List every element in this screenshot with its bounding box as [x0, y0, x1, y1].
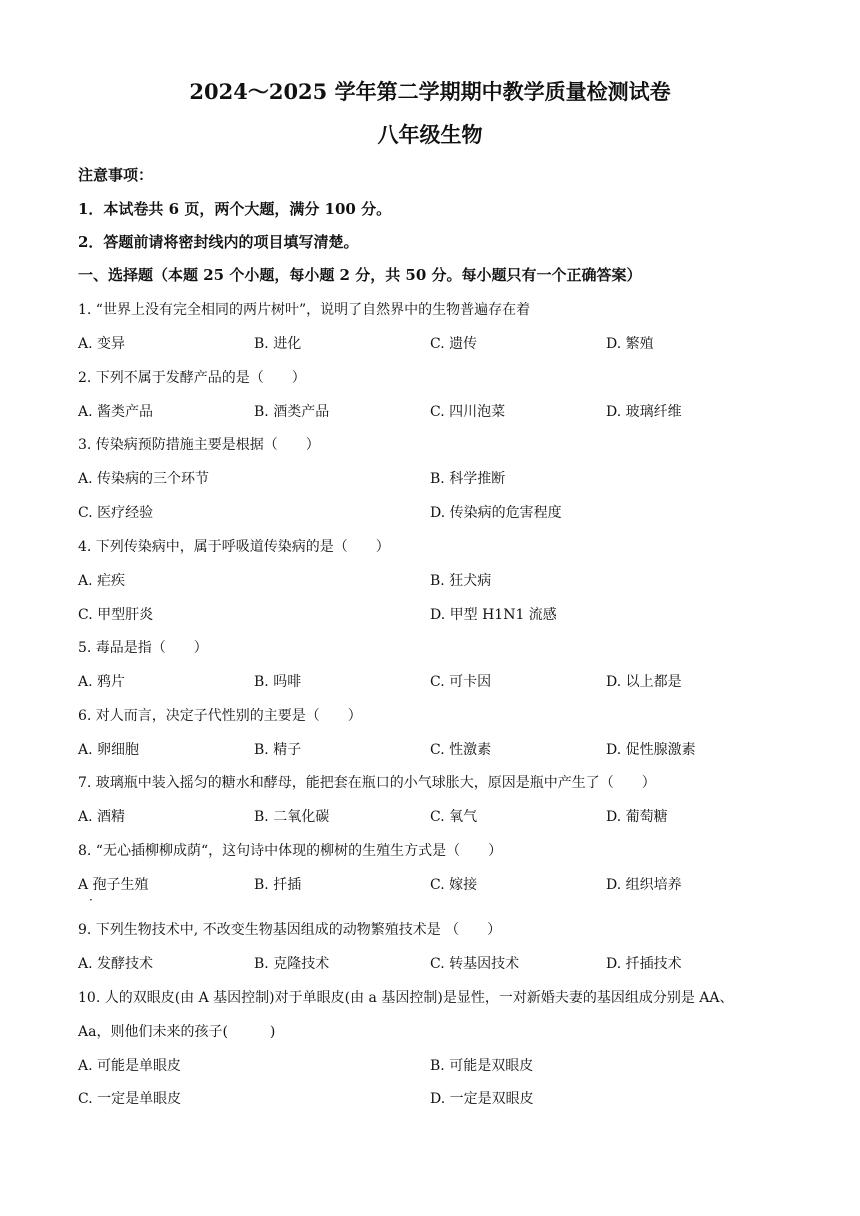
note-item-1: 1．本试卷共 6 页，两个大题，满分 100 分。 — [78, 200, 392, 218]
question-8-stem: 8. “无心插柳柳成荫“，这句诗中体现的柳树的生殖生方式是（ ） — [78, 843, 503, 859]
question-7-stem: 7. 玻璃瓶中装入摇匀的糖水和酵母，能把套在瓶口的小气球胀大，原因是瓶中产生了（ ） — [78, 775, 656, 791]
question-3-stem: 3. 传染病预防措施主要是根据（ ） — [78, 437, 320, 453]
exam-subtitle: 八年级生物 — [377, 122, 483, 147]
question-5-stem: 5. 毒品是指（ ） — [78, 640, 208, 656]
question-8-option-a: A 孢子生殖 — [78, 877, 149, 893]
question-7-option-a: A. 酒精 — [78, 809, 126, 825]
section-heading: 一、选择题（本题 25 个小题，每小题 2 分，共 50 分。每小题只有一个正确答案） — [78, 266, 642, 284]
question-9-option-c: C. 转基因技术 — [430, 956, 520, 972]
question-3-option-c: C. 医疗经验 — [78, 505, 154, 521]
question-7-option-d: D. 葡萄糖 — [606, 809, 668, 825]
question-10-option-b: B. 可能是双眼皮 — [430, 1058, 534, 1074]
question-4-option-a: A. 疟疾 — [78, 573, 126, 589]
question-5-option-a: A. 鸦片 — [78, 674, 126, 690]
question-10-stem-continued: Aa，则他们未来的孩子( ) — [78, 1024, 276, 1040]
question-3-option-b: B. 科学推断 — [430, 471, 506, 487]
question-8-option-c: C. 嫁接 — [430, 877, 478, 893]
question-9-option-b: B. 克隆技术 — [254, 956, 330, 972]
question-4-option-d: D. 甲型 H1N1 流感 — [430, 607, 557, 623]
question-5-option-c: C. 可卡因 — [430, 674, 492, 690]
question-1-option-a: A. 变异 — [78, 336, 126, 352]
question-4-option-b: B. 狂犬病 — [430, 573, 492, 589]
question-10-option-a: A. 可能是单眼皮 — [78, 1058, 182, 1074]
question-5-option-b: B. 吗啡 — [254, 674, 302, 690]
question-3-option-a: A. 传染病的三个环节 — [78, 471, 210, 487]
question-4-stem: 4. 下列传染病中，属于呼吸道传染病的是（ ） — [78, 539, 390, 555]
question-6-option-d: D. 促性腺激素 — [606, 742, 696, 758]
note-item-2: 2．答题前请将密封线内的项目填写清楚。 — [78, 233, 359, 251]
question-2-option-a: A. 酱类产品 — [78, 404, 154, 420]
question-5-option-d: D. 以上都是 — [606, 674, 682, 690]
exam-title: 2024～2025 学年第二学期期中教学质量检测试卷 — [189, 79, 671, 104]
question-6-stem: 6. 对人而言，决定子代性别的主要是（ ） — [78, 708, 362, 724]
question-7-option-c: C. 氧气 — [430, 809, 478, 825]
notes-heading: 注意事项： — [78, 166, 154, 184]
stray-dot-mark: · — [89, 893, 93, 907]
question-1-option-c: C. 遗传 — [430, 336, 478, 352]
question-10-stem: 10. 人的双眼皮(由 A 基因控制)对于单眼皮(由 a 基因控制)是显性，一对新婚夫妻的基因组成分别是 AA、 — [78, 990, 734, 1006]
question-2-option-c: C. 四川泡菜 — [430, 404, 506, 420]
question-2-stem: 2. 下列不属于发酵产品的是（ ） — [78, 370, 306, 386]
question-9-option-d: D. 扦插技术 — [606, 956, 682, 972]
question-1-option-d: D. 繁殖 — [606, 336, 654, 352]
question-10-option-d: D. 一定是双眼皮 — [430, 1091, 534, 1107]
question-3-option-d: D. 传染病的危害程度 — [430, 505, 562, 521]
question-2-option-b: B. 酒类产品 — [254, 404, 330, 420]
question-6-option-b: B. 精子 — [254, 742, 302, 758]
question-6-option-a: A. 卵细胞 — [78, 742, 140, 758]
question-8-option-b: B. 扦插 — [254, 877, 302, 893]
question-10-option-c: C. 一定是单眼皮 — [78, 1091, 182, 1107]
question-2-option-d: D. 玻璃纤维 — [606, 404, 682, 420]
question-7-option-b: B. 二氧化碳 — [254, 809, 330, 825]
question-6-option-c: C. 性激素 — [430, 742, 492, 758]
question-9-option-a: A. 发酵技术 — [78, 956, 154, 972]
question-8-option-d: D. 组织培养 — [606, 877, 682, 893]
question-1-stem: 1. “世界上没有完全相同的两片树叶”，说明了自然界中的生物普遍存在着 — [78, 302, 531, 318]
question-1-option-b: B. 进化 — [254, 336, 302, 352]
question-4-option-c: C. 甲型肝炎 — [78, 607, 154, 623]
question-9-stem: 9. 下列生物技术中, 不改变生物基因组成的动物繁殖技术是 （ ） — [78, 922, 502, 938]
